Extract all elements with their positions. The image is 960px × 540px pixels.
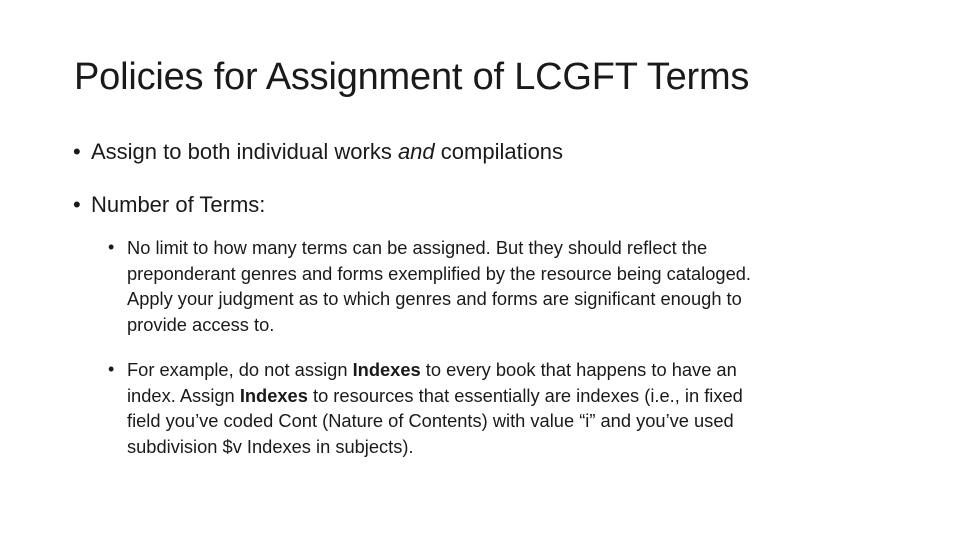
sub-bullet-example — [108, 357, 898, 459]
bullet-text: Number of Terms: — [91, 192, 266, 217]
text-line: provide access to. — [127, 313, 275, 335]
text-line: preponderant genres and forms exemplified by the resource being cataloged. — [127, 262, 751, 284]
text-run: For example, do not assign — [127, 359, 353, 380]
text-run: to resources that essentially are indexes (i.e., in fixed — [307, 384, 743, 406]
text-line: field you’ve coded Cont (Nature of Contents) with value “i” and you’ve used — [127, 410, 734, 431]
text-line: subdivision $v Indexes in subjects). — [127, 435, 414, 457]
sub-bullet-text — [127, 235, 898, 337]
bullet-text-emphasis: and — [397, 139, 435, 164]
bullet-text — [91, 139, 563, 165]
sub-bullet-no-limit — [108, 235, 898, 337]
text-run: to every book that happens to have an — [420, 359, 737, 380]
bold-term: Indexes — [239, 384, 308, 406]
bullet-assign — [73, 139, 563, 165]
bullet-text-prefix: Assign to both individual works — [91, 139, 398, 164]
bullet-text-suffix: compilations — [434, 139, 564, 164]
bullet-dot: • — [73, 192, 81, 217]
text-line: Apply your judgment as to which genres and forms are significant enough to — [127, 288, 742, 309]
text-line: No limit to how many terms can be assigned. But they should reflect the — [127, 237, 708, 258]
sub-bullet-dot: • — [108, 237, 115, 257]
text-line — [127, 383, 898, 409]
sub-bullet-text — [127, 357, 898, 459]
bold-term: Indexes — [352, 359, 421, 380]
text-run: index. Assign — [127, 384, 240, 406]
sub-bullet-dot: • — [108, 359, 115, 379]
bullet-number-of-terms — [73, 192, 265, 218]
text-line — [127, 357, 898, 383]
bullet-dot: • — [73, 139, 81, 164]
slide-title: Policies for Assignment of LCGFT Terms — [74, 56, 750, 98]
